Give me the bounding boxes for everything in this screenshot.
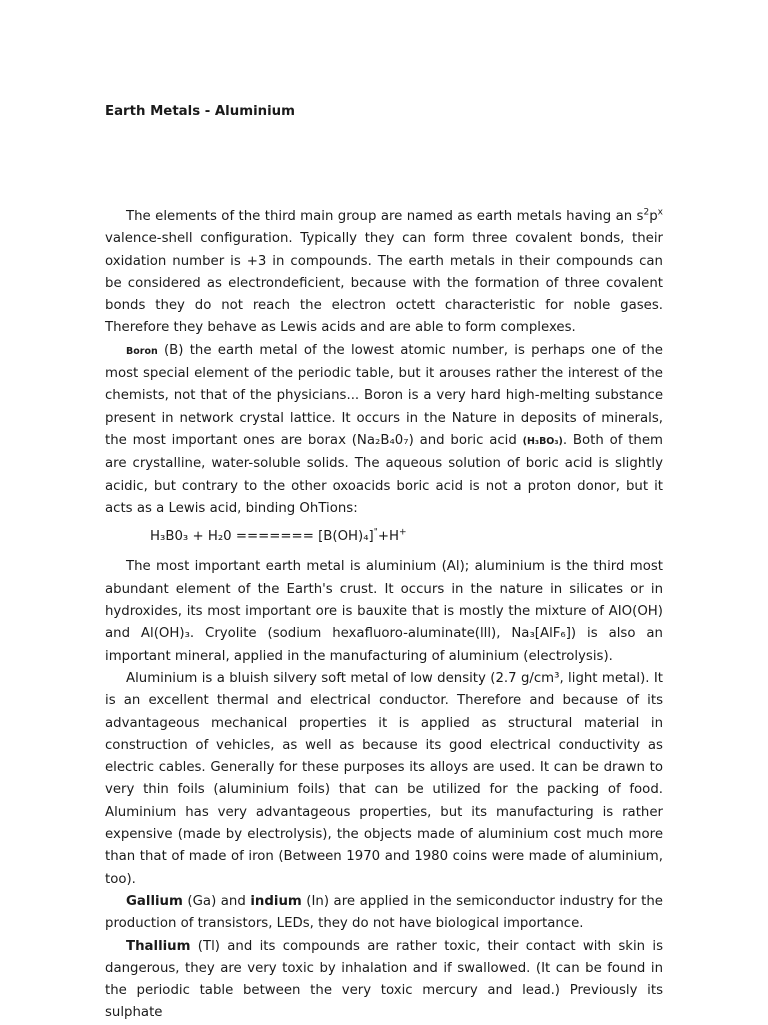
text-run: The elements of the third main group are named as earth metals having an s (126, 209, 644, 224)
text-run: (B) the earth metal of the lowest atomic number, is perhaps one of the most special element of the periodic table, but it arouses rather the interest of the chemists, not that of the physicians... Boron is a very hard high-melting substance present in network crystal lattice. It occurs in the Nature in deposits of minerals, the most important ones are borax (Na₂B₄0₇) and boric acid (105, 342, 663, 448)
bold-term: Gallium (126, 893, 183, 909)
bold-term: Boron (126, 345, 158, 357)
paragraph (105, 556, 663, 667)
text-run: valence-shell configuration. Typically they can form three covalent bonds, their oxidation number is +3 in compounds. The earth metals in their compounds can be considered as electrondeficient, because with the formation of three covalent bonds they do not reach the electron octett characteristic for noble gases. Therefore they behave as Lewis acids and are able to form complexes. (105, 231, 663, 336)
paragraph (105, 668, 663, 891)
bold-term: (H₃BO₃) (522, 435, 563, 447)
equation (105, 526, 663, 548)
text-run: H₃B0₃ + H₂0 ======= [B(OH)₄] (150, 529, 374, 545)
text-run: (Tl) and its compounds are rather toxic, their contact with skin is dangerous, they are very toxic by inhalation and if swallowed. (It can be found in the periodic table between the very toxic mercury and lead.) Previously its sulphate (105, 938, 663, 1021)
text-run: x (657, 207, 663, 218)
text-run: Aluminium is a bluish silvery soft metal of low density (2.7 g/cm³, light metal). It is an excellent thermal and electrical conductor. Therefore and because of its advantageous mechanical properties it is applied as structural material in construction of vehicles, as well as because its good electrical conductivity as electric cables. Generally for these purposes its alloys are used. It can be drawn to very thin foils (aluminium foils) that can be utilized for the packing of food. Aluminium has very advantageous properties, but its manufacturing is rather expensive (made by electrolysis), the objects made of aluminium cost much more than that of made of iron (Between 1970 and 1980 coins were made of aluminium, too). (105, 670, 663, 887)
paragraph (105, 206, 663, 340)
text-run: " (373, 527, 378, 538)
text-run: (In) are applied in the semiconductor industry for the production of transistors, LEDs, they do not have biological importance. (105, 893, 663, 932)
document-body (105, 206, 663, 1025)
text-run: 2 (643, 207, 650, 218)
paragraph (105, 936, 663, 1025)
text-run: p (649, 209, 658, 224)
paragraph (105, 340, 663, 520)
text-run: . Both of them are crystalline, water-soluble solids. The aqueous solution of boric acid is slightly acidic, but contrary to the other oxoacids boric acid is not a proton donor, but it acts as a Lewis acid, binding OhTions: (105, 432, 663, 516)
page-title: Earth Metals - Aluminium (105, 104, 295, 119)
bold-term: indium (250, 893, 302, 909)
text-run: (Ga) and (182, 893, 251, 909)
text-run: + (399, 527, 407, 538)
text-run: +H (377, 529, 400, 545)
bold-term: Thallium (126, 938, 191, 954)
text-run: The most important earth metal is aluminium (Al); aluminium is the third most abundant element of the Earth's crust. It occurs in the nature in silicates or in hydroxides, its most important ore is bauxite that is mostly the mixture of AIO(OH) and Al(OH)₃. Cryolite (sodium hexafluoro-aluminate(lll), Na₃[AlF₆]) is also an important mineral, applied in the manufacturing of aluminium (electrolysis). (105, 559, 663, 664)
paragraph (105, 891, 663, 936)
